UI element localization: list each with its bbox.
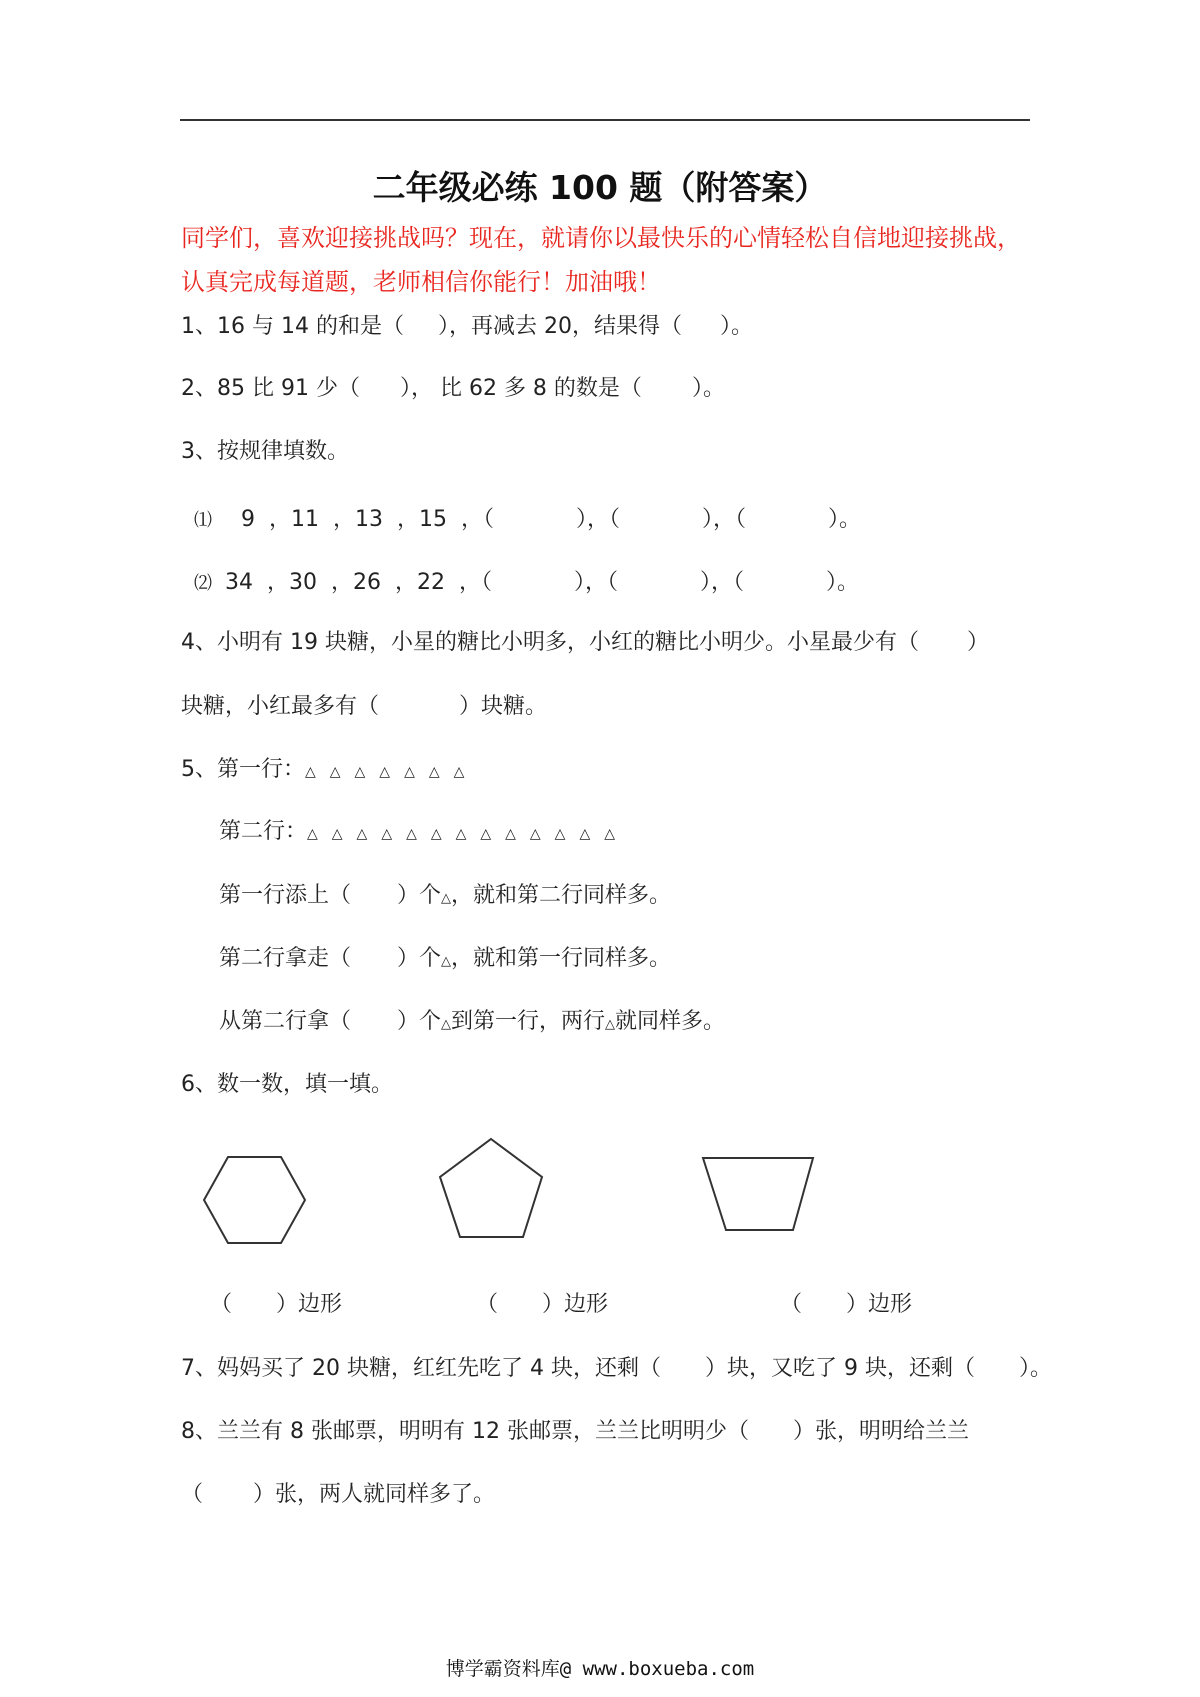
top-rule: [180, 119, 1030, 121]
question-8-line-1: 8、兰兰有 8 张邮票，明明有 12 张邮票，兰兰比明明少（ ）张，明明给兰兰: [181, 1419, 969, 1444]
question-5-row-1: 5、第一行：△△△△△△△: [181, 757, 479, 782]
page-title: 二年级必练 100 题（附答案）: [372, 168, 828, 207]
intro-line-1: 同学们，喜欢迎接挑战吗？现在，就请你以最快乐的心情轻松自信地迎接挑战，: [181, 224, 1021, 252]
intro-line-2: 认真完成每道题，老师相信你能行！加油哦！: [181, 268, 661, 296]
triangle-icon: △: [441, 1017, 452, 1032]
question-5-line-3: 从第二行拿（ ）个△到第一行，两行△就同样多。: [219, 1009, 726, 1034]
question-6-title: 6、数一数，填一填。: [181, 1072, 393, 1097]
question-5-row-2: 第二行：△△△△△△△△△△△△△: [219, 819, 629, 844]
question-7: 7、妈妈买了 20 块糖，红红先吃了 4 块，还剩（ ）块，又吃了 9 块，还剩（ ）。: [181, 1356, 1052, 1381]
shape-caption-1: （ ）边形: [210, 1292, 343, 1317]
pentagon-shape: [432, 1132, 552, 1244]
question-3-title: 3、按规律填数。: [181, 439, 349, 464]
question-4-line-1: 4、小明有 19 块糖，小星的糖比小明多，小红的糖比小明少。小星最少有（ ）: [181, 630, 989, 655]
shape-caption-3: （ ）边形: [780, 1292, 913, 1317]
question-5-line-2: 第二行拿走（ ）个△，就和第一行同样多。: [219, 946, 672, 971]
triangles-row-2: △△△△△△△△△△△△△: [307, 826, 629, 842]
hexagon-shape: [195, 1150, 315, 1250]
trapezoid-shape: [700, 1150, 820, 1240]
triangle-icon: △: [441, 954, 452, 969]
question-4-line-2: 块糖，小红最多有（ ）块糖。: [181, 694, 548, 719]
footer-watermark: 博学霸资料库@ www.boxueba.com: [445, 1658, 755, 1680]
shape-caption-2: （ ）边形: [476, 1292, 609, 1317]
question-8-line-2: （ ）张，两人就同样多了。: [181, 1482, 496, 1507]
question-2: 2、85 比 91 少（ ）， 比 62 多 8 的数是（ ）。: [181, 376, 725, 401]
sequence-2: ⑵ 34 ，30 ，26 ，22 ，（ ），（ ），（ ）。: [194, 570, 860, 595]
question-1: 1、16 与 14 的和是（ ），再减去 20，结果得（ ）。: [181, 314, 753, 339]
question-5-line-1: 第一行添上（ ）个△，就和第二行同样多。: [219, 883, 672, 908]
triangles-row-1: △△△△△△△: [305, 764, 479, 780]
triangle-icon: △: [605, 1017, 616, 1032]
sequence-1: ⑴ 9 ，11 ，13 ，15 ，（ ），（ ），（ ）。: [194, 507, 862, 532]
triangle-icon: △: [441, 891, 452, 906]
